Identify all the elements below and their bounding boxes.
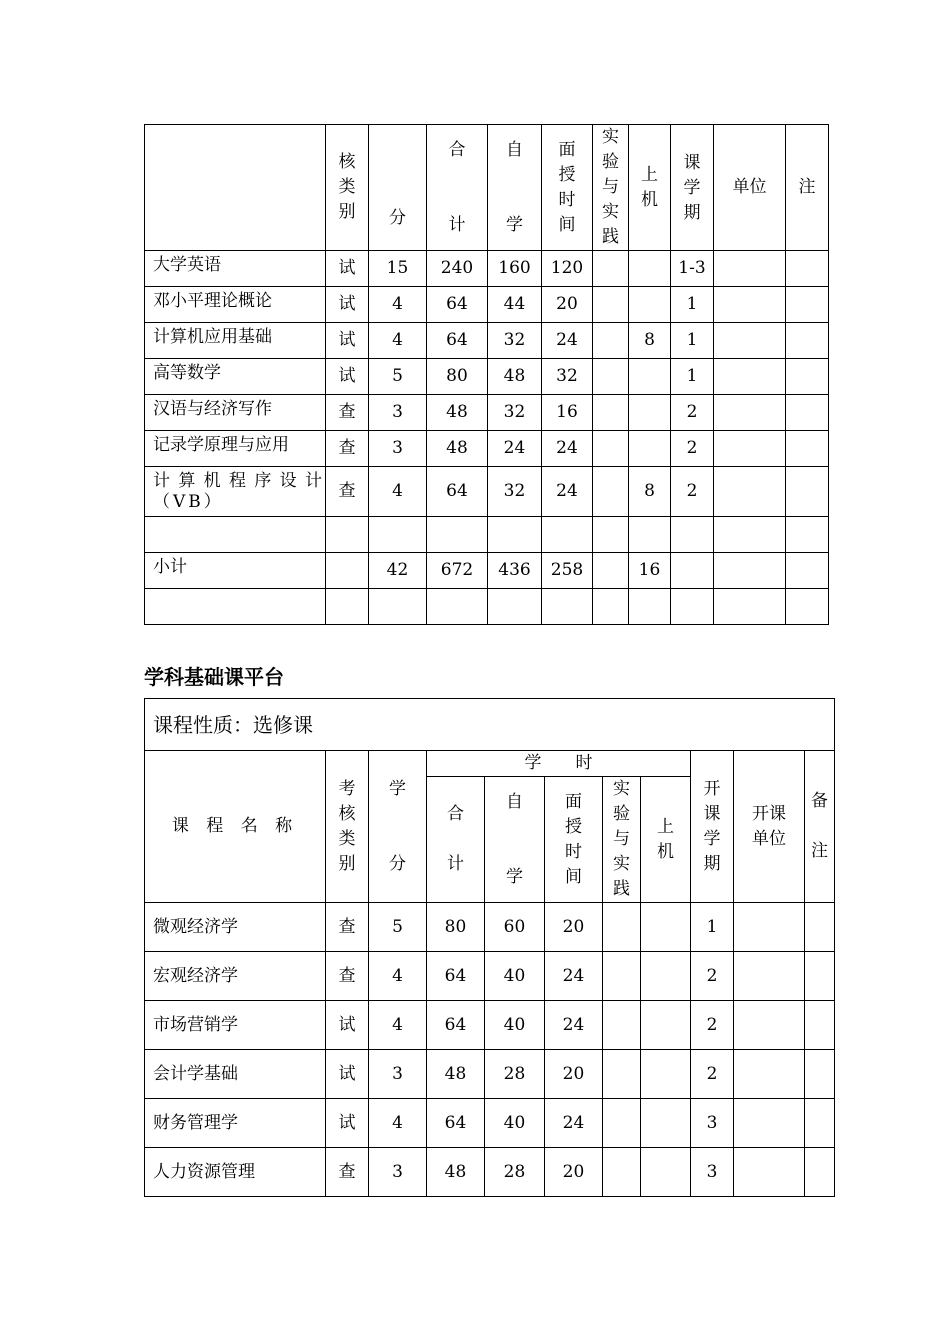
course-name: 计算机程序设计（VB）	[145, 467, 326, 517]
term: 3	[691, 1099, 734, 1148]
unit	[734, 1050, 805, 1099]
self-study-hours: 28	[485, 1148, 545, 1197]
note	[786, 359, 829, 395]
unit	[734, 1001, 805, 1050]
credit: 3	[369, 1050, 427, 1099]
self-study-hours: 40	[485, 952, 545, 1001]
face-hours: 24	[545, 952, 603, 1001]
term: 2	[671, 431, 714, 467]
total-hours: 240	[427, 251, 488, 287]
assess-type: 查	[326, 395, 369, 431]
course-name: 市场营销学	[145, 1001, 326, 1050]
header-assess-type: 考 核 类 别	[326, 751, 369, 903]
lab-hours	[603, 1148, 641, 1197]
section-title: 学科基础课平台	[144, 665, 284, 689]
computer-hours: 8	[629, 467, 671, 517]
subtotal-self: 436	[488, 553, 542, 589]
term: 3	[691, 1148, 734, 1197]
face-hours: 24	[545, 1099, 603, 1148]
assess-type: 试	[326, 1001, 369, 1050]
term: 1-3	[671, 251, 714, 287]
face-hours: 20	[545, 903, 603, 952]
course-name: 记录学原理与应用	[145, 431, 326, 467]
self-study-hours: 32	[488, 323, 542, 359]
header-face-hours: 面 授 时 间	[542, 125, 593, 251]
total-hours: 64	[427, 952, 485, 1001]
total-hours: 64	[427, 1001, 485, 1050]
header-note: 备 注	[805, 751, 835, 903]
face-hours: 24	[542, 323, 593, 359]
unit	[714, 467, 786, 517]
credit: 5	[369, 903, 427, 952]
note	[786, 287, 829, 323]
face-hours: 20	[542, 287, 593, 323]
course-name: 财务管理学	[145, 1099, 326, 1148]
self-study-hours: 40	[485, 1001, 545, 1050]
subtotal-total: 672	[427, 553, 488, 589]
lab-hours	[603, 952, 641, 1001]
header-course-name: 课 程 名 称	[145, 751, 326, 903]
total-hours: 48	[427, 1148, 485, 1197]
lab-hours	[593, 287, 629, 323]
course-name: 会计学基础	[145, 1050, 326, 1099]
lab-hours	[603, 1001, 641, 1050]
subtotal-computer: 16	[629, 553, 671, 589]
term: 2	[691, 952, 734, 1001]
lab-hours	[593, 431, 629, 467]
note	[786, 323, 829, 359]
computer-hours	[641, 952, 691, 1001]
total-hours: 80	[427, 903, 485, 952]
credit: 5	[369, 359, 427, 395]
subtotal-credit: 42	[369, 553, 427, 589]
header-self-study: 自 学	[488, 125, 542, 251]
term: 1	[671, 323, 714, 359]
table-row	[145, 1148, 835, 1197]
header-self-study: 自 学	[485, 777, 545, 903]
lab-hours	[603, 903, 641, 952]
header-credit: 分	[369, 125, 427, 251]
self-study-hours: 32	[488, 467, 542, 517]
total-hours: 48	[427, 395, 488, 431]
credit: 3	[369, 1148, 427, 1197]
note	[805, 1099, 835, 1148]
header-lab: 实 验 与 实 践	[603, 777, 641, 903]
table-row	[145, 952, 835, 1001]
credit: 4	[369, 952, 427, 1001]
header-computer: 上 机	[629, 125, 671, 251]
face-hours: 24	[542, 431, 593, 467]
subtotal-row	[145, 553, 829, 589]
assess-type: 查	[326, 1148, 369, 1197]
table-row	[145, 323, 829, 359]
computer-hours	[629, 251, 671, 287]
note	[786, 467, 829, 517]
credit: 4	[369, 323, 427, 359]
total-hours: 64	[427, 323, 488, 359]
lab-hours	[593, 395, 629, 431]
computer-hours	[641, 903, 691, 952]
credit: 4	[369, 1001, 427, 1050]
self-study-hours: 160	[488, 251, 542, 287]
header-lab: 实 验 与 实 践	[593, 125, 629, 251]
assess-type: 查	[326, 431, 369, 467]
header-term: 开 课 学 期	[691, 751, 734, 903]
credit: 4	[369, 1099, 427, 1148]
elective-courses-table	[144, 698, 835, 1197]
credit: 3	[369, 395, 427, 431]
unit	[714, 395, 786, 431]
computer-hours	[629, 287, 671, 323]
table-row	[145, 395, 829, 431]
table-row	[145, 359, 829, 395]
unit	[714, 251, 786, 287]
table-row	[145, 1099, 835, 1148]
self-study-hours: 48	[488, 359, 542, 395]
term: 1	[691, 903, 734, 952]
unit	[734, 1148, 805, 1197]
table-row	[145, 1001, 835, 1050]
note	[805, 903, 835, 952]
note	[805, 1001, 835, 1050]
credit: 4	[369, 467, 427, 517]
header-assess-type: 核 类 别	[326, 125, 369, 251]
subtotal-label: 小计	[145, 553, 326, 589]
unit	[734, 1099, 805, 1148]
note	[786, 251, 829, 287]
self-study-hours: 40	[485, 1099, 545, 1148]
face-hours: 16	[542, 395, 593, 431]
course-name: 大学英语	[145, 251, 326, 287]
total-hours: 64	[427, 467, 488, 517]
self-study-hours: 28	[485, 1050, 545, 1099]
lab-hours	[603, 1050, 641, 1099]
table-header-row	[145, 751, 835, 777]
lab-hours	[603, 1099, 641, 1148]
table-header-row	[145, 125, 829, 251]
course-name: 人力资源管理	[145, 1148, 326, 1197]
table-row	[145, 1050, 835, 1099]
course-nature-row	[145, 699, 835, 751]
self-study-hours: 60	[485, 903, 545, 952]
total-hours: 64	[427, 1099, 485, 1148]
face-hours: 120	[542, 251, 593, 287]
course-name: 宏观经济学	[145, 952, 326, 1001]
assess-type: 试	[326, 251, 369, 287]
term: 2	[671, 395, 714, 431]
total-hours: 48	[427, 1050, 485, 1099]
table-row	[145, 431, 829, 467]
unit	[714, 431, 786, 467]
face-hours: 32	[542, 359, 593, 395]
header-hours: 学 时	[427, 751, 691, 777]
note	[786, 431, 829, 467]
unit	[734, 903, 805, 952]
table-body	[145, 251, 829, 517]
unit	[714, 323, 786, 359]
term: 2	[691, 1001, 734, 1050]
lab-hours	[593, 467, 629, 517]
note	[805, 1148, 835, 1197]
table-row	[145, 251, 829, 287]
term: 1	[671, 359, 714, 395]
assess-type: 试	[326, 323, 369, 359]
header-total: 合 计	[427, 777, 485, 903]
credit: 15	[369, 251, 427, 287]
header-note: 注	[786, 125, 829, 251]
term: 2	[691, 1050, 734, 1099]
assess-type: 试	[326, 359, 369, 395]
unit	[714, 359, 786, 395]
course-name: 高等数学	[145, 359, 326, 395]
table-row	[145, 287, 829, 323]
self-study-hours: 44	[488, 287, 542, 323]
header-term: 课 学 期	[671, 125, 714, 251]
computer-hours: 8	[629, 323, 671, 359]
header-face-hours: 面 授 时 间	[545, 777, 603, 903]
course-name: 邓小平理论概论	[145, 287, 326, 323]
computer-hours	[629, 395, 671, 431]
face-hours: 24	[545, 1001, 603, 1050]
credit: 4	[369, 287, 427, 323]
total-hours: 48	[427, 431, 488, 467]
lab-hours	[593, 251, 629, 287]
assess-type: 试	[326, 1099, 369, 1148]
header-computer: 上 机	[641, 777, 691, 903]
term: 2	[671, 467, 714, 517]
total-hours: 64	[427, 287, 488, 323]
computer-hours	[641, 1148, 691, 1197]
assess-type: 试	[326, 287, 369, 323]
face-hours: 20	[545, 1148, 603, 1197]
header-name-cell	[145, 125, 326, 251]
assess-type: 查	[326, 903, 369, 952]
computer-hours	[641, 1050, 691, 1099]
note	[805, 1050, 835, 1099]
note	[805, 952, 835, 1001]
self-study-hours: 24	[488, 431, 542, 467]
header-credit: 学 分	[369, 751, 427, 903]
table-row	[145, 517, 829, 553]
required-courses-table	[144, 124, 829, 625]
table-body	[145, 903, 835, 1197]
computer-hours	[641, 1001, 691, 1050]
table-row	[145, 903, 835, 952]
computer-hours	[641, 1099, 691, 1148]
face-hours: 24	[542, 467, 593, 517]
computer-hours	[629, 359, 671, 395]
computer-hours	[629, 431, 671, 467]
total-hours: 80	[427, 359, 488, 395]
course-name: 汉语与经济写作	[145, 395, 326, 431]
table-row	[145, 467, 829, 517]
course-name: 微观经济学	[145, 903, 326, 952]
lab-hours	[593, 323, 629, 359]
unit	[734, 952, 805, 1001]
header-total: 合 计	[427, 125, 488, 251]
course-name: 计算机应用基础	[145, 323, 326, 359]
face-hours: 20	[545, 1050, 603, 1099]
course-nature: 课程性质：选修课	[145, 699, 835, 751]
assess-type: 查	[326, 952, 369, 1001]
assess-type: 查	[326, 467, 369, 517]
self-study-hours: 32	[488, 395, 542, 431]
subtotal-face: 258	[542, 553, 593, 589]
credit: 3	[369, 431, 427, 467]
note	[786, 395, 829, 431]
lab-hours	[593, 359, 629, 395]
unit	[714, 287, 786, 323]
header-unit: 开课 单位	[734, 751, 805, 903]
assess-type: 试	[326, 1050, 369, 1099]
term: 1	[671, 287, 714, 323]
header-unit: 单位	[714, 125, 786, 251]
table-row	[145, 589, 829, 625]
